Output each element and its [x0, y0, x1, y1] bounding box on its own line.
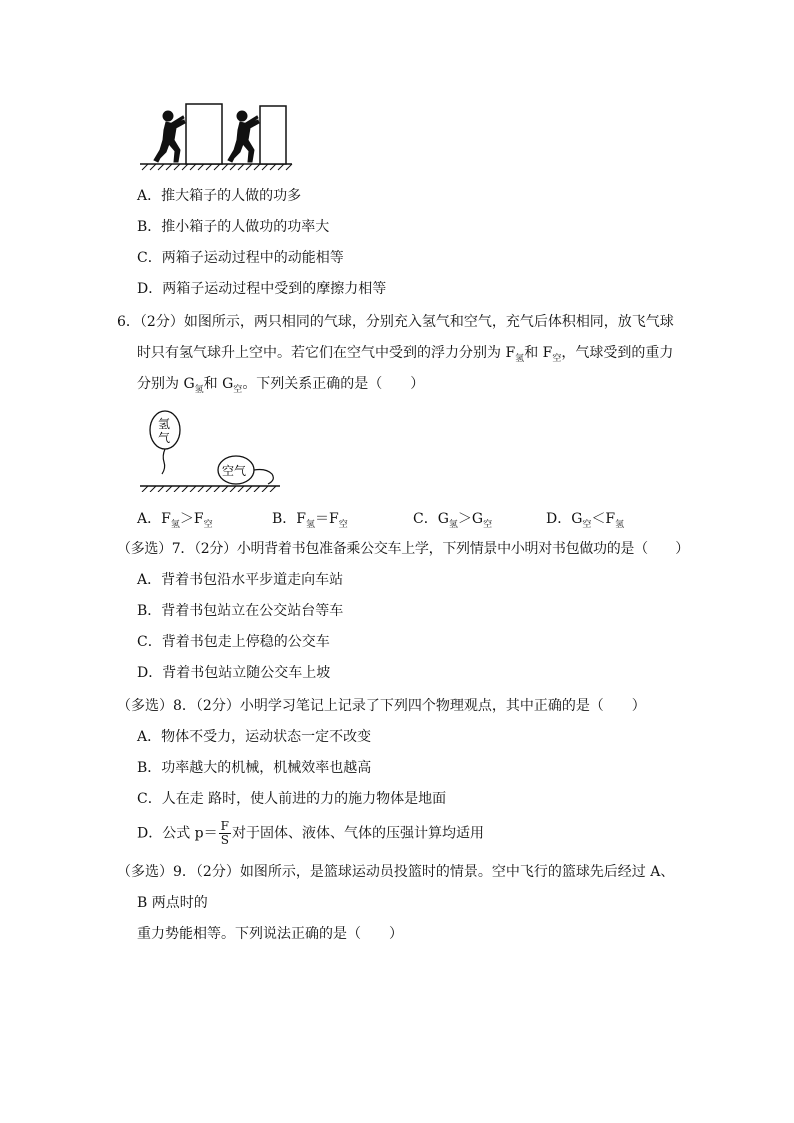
q6-option-c: C．$G_氢>G_空$	[413, 511, 493, 530]
q5-option-a: A．推大箱子的人做的功多	[137, 188, 302, 204]
q6-option-b: B．$F_氢=F_空$	[272, 511, 348, 530]
q6-option-a: A．$F_氢>F_空$	[137, 511, 213, 530]
q8-option-b: B．功率越大的机械，机械效率也越高	[137, 760, 372, 776]
q7-option-c: C．背着书包走上停稳的公交车	[137, 634, 330, 650]
q8-stem: （多选）8．（2分）小明学习笔记上记录了下列四个物理观点，其中正确的是（ ）	[117, 698, 646, 714]
q9-stem-line3: 重力势能相等。下列说法正确的是（ ）	[137, 926, 403, 942]
q5-option-c: C．两箱子运动过程中的动能相等	[137, 250, 344, 266]
q9-stem-line1: （多选）9．（2分）如图所示，是篮球运动员投篮时的情景。空中飞行的篮球先后经过 A、	[117, 864, 675, 880]
pressure-formula-fraction: $\frac{F}{S}$	[220, 819, 229, 847]
q7-option-a: A．背着书包沿水平步道走向车站	[137, 572, 344, 588]
q6-stem-line2: 时只有氢气球升上空中。若它们在空气中受到的浮力分别为 $F_氢$和 $F_空$，气球受到的重力	[137, 345, 674, 364]
q6-option-d: D．$G_空<F_氢$	[546, 511, 625, 530]
q5-option-d: D．两箱子运动过程中受到的摩擦力相等	[137, 281, 387, 297]
q6-stem-line1: 6．（2分）如图所示，两只相同的气球，分别充入氢气和空气，充气后体积相同，放飞气球	[117, 314, 674, 330]
q6-stem-line3: 分别为 $G_氢$和 $G_空$。下列关系正确的是（ ）	[137, 376, 425, 395]
pushing-boxes-figure	[136, 100, 298, 172]
q9-stem-line2: B 两点时的	[137, 895, 208, 911]
person-icon	[228, 111, 259, 162]
small-box	[260, 106, 286, 164]
q7-option-d: D．背着书包站立随公交车上坡	[137, 665, 331, 681]
q8-option-d: D．公式 p＝ $\frac{F}{S}$ 对于固体、液体、气体的压强计算均适用	[137, 819, 484, 847]
q7-option-b: B．背着书包站立在公交站台等车	[137, 603, 344, 619]
hydrogen-label-2: 气	[158, 431, 171, 445]
person-icon	[154, 111, 185, 162]
q8-option-a: A．物体不受力，运动状态一定不改变	[137, 729, 372, 745]
balloons-figure	[136, 408, 286, 492]
large-box	[186, 104, 222, 164]
q7-stem: （多选）7．（2分）小明背着书包准备乘公交车上学，下列情景中小明对书包做功的是（ ）	[117, 541, 689, 557]
q5-option-b: B．推小箱子的人做功的功率大	[137, 219, 330, 235]
q8-option-c: C．人在走 路时，使人前进的力的施力物体是地面	[137, 791, 447, 807]
hydrogen-label-1: 氢	[158, 417, 171, 431]
air-label: 空气	[222, 464, 247, 478]
